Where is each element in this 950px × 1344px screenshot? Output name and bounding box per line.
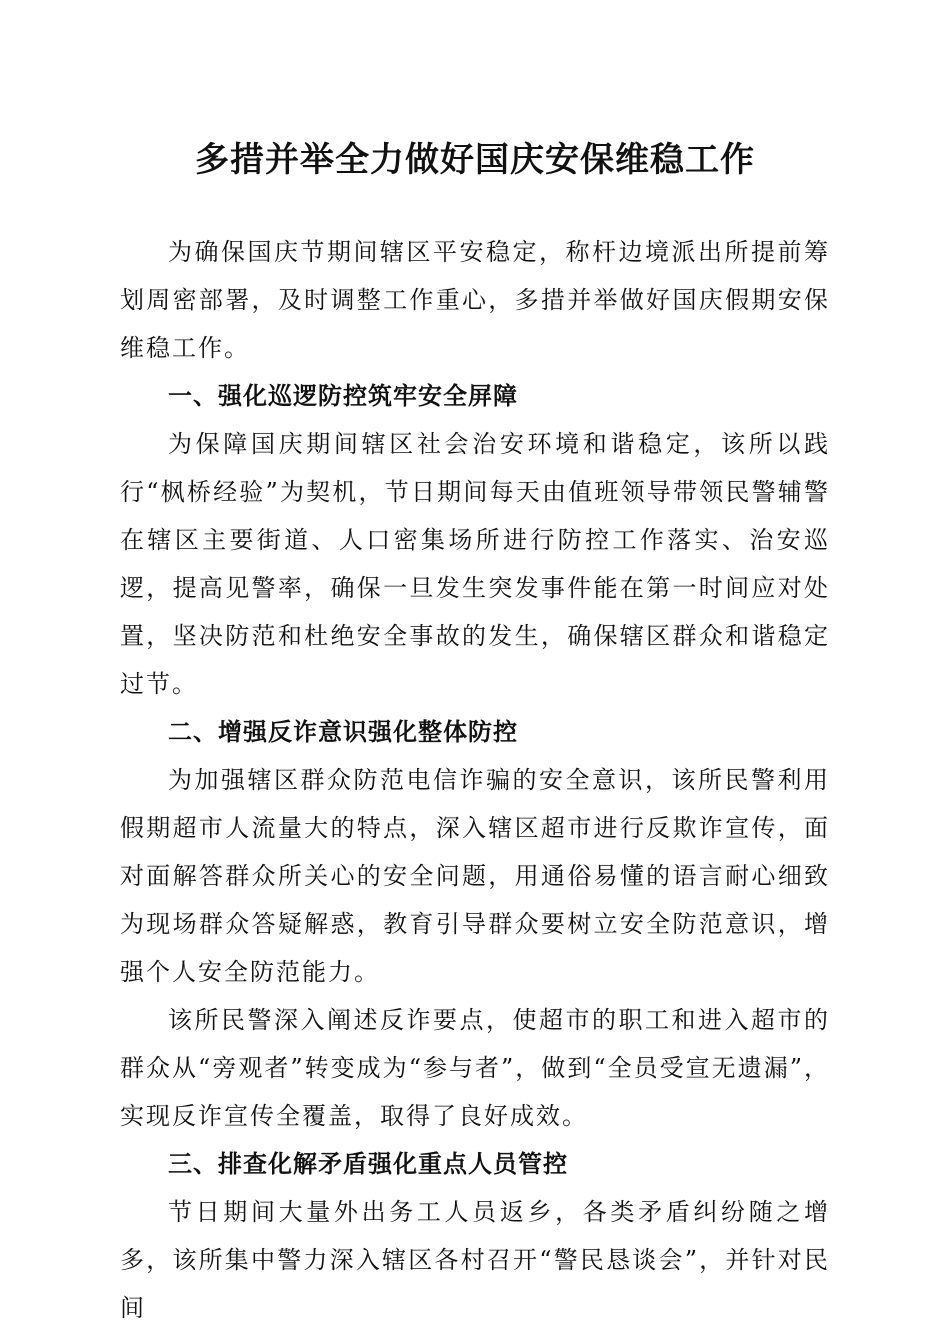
section-2-paragraph-1: 为加强辖区群众防范电信诈骗的安全意识，该所民警利用假期超市人流量大的特点，深入辖区超市进行反欺诈宣传，面对面解答群众所关心的安全问题，用通俗易懂的语言耐心细致为现场群众答疑解惑，教育引导群众要树立安全防范意识，增强个人安全防范能力。 [120,766,830,986]
document-body [120,228,830,1332]
document-title: 多措并举全力做好国庆安保维稳工作 [195,140,755,180]
section-3-heading: 三、排查化解矛盾强化重点人员管控 [168,1150,568,1178]
intro-paragraph: 为确保国庆节期间辖区平安稳定，称杆边境派出所提前筹划周密部署，及时调整工作重心，多措并举做好国庆假期安保维稳工作。 [120,238,830,362]
section-2-paragraph-2: 该所民警深入阐述反诈要点，使超市的职工和进入超市的群众从“旁观者”转变成为“参与者”，做到“全员受宣无遗漏”，实现反诈宣传全覆盖，取得了良好成效。 [120,1006,830,1130]
section-1-paragraph-1: 为保障国庆期间辖区社会治安环境和谐稳定，该所以践行“枫桥经验”为契机，节日期间每天由值班领导带领民警辅警在辖区主要街道、人口密集场所进行防控工作落实、治安巡逻，提高见警率，确保一旦发生突发事件能在第一时间应对处置，坚决防范和杜绝安全事故的发生，确保辖区群众和谐稳定过节。 [120,430,830,698]
section-2-heading: 二、增强反诈意识强化整体防控 [168,718,518,746]
section-3-paragraph-1: 节日期间大量外出务工人员返乡，各类矛盾纠纷随之增多，该所集中警力深入辖区各村召开“警民恳谈会”，并针对民间 [120,1198,830,1322]
section-1-heading: 一、强化巡逻防控筑牢安全屏障 [168,382,518,410]
